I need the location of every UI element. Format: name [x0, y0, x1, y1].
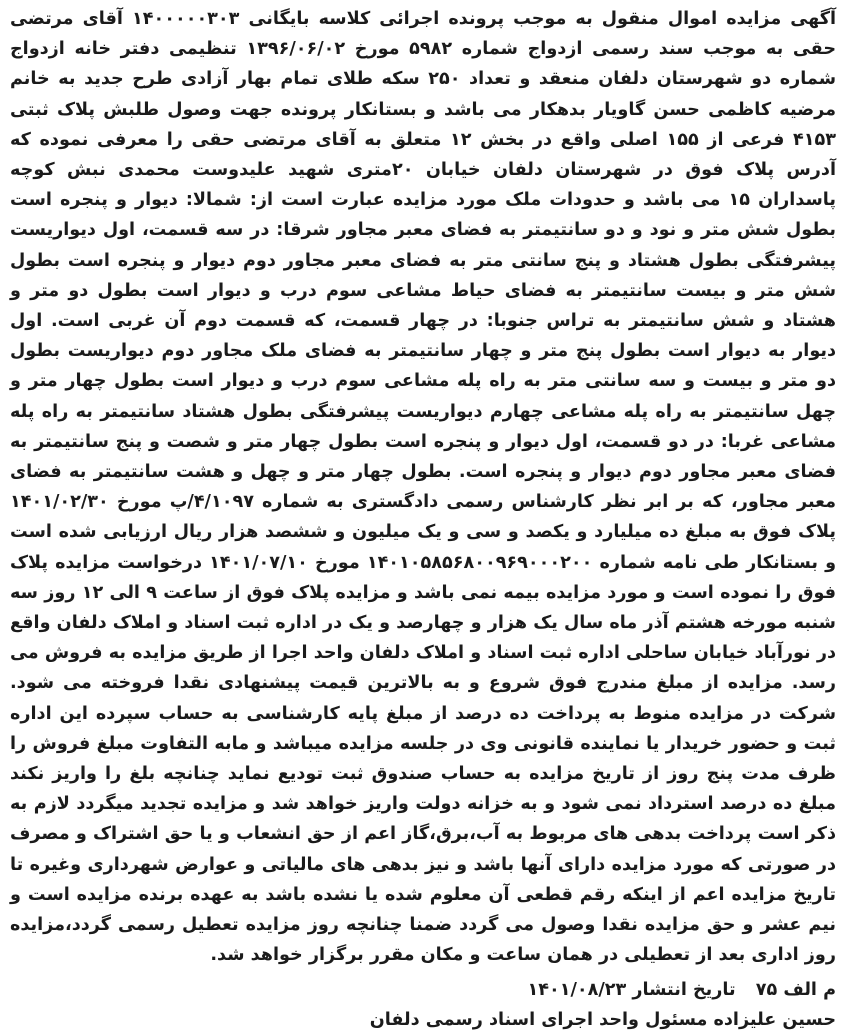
- notice-meta-line: [10, 975, 836, 1005]
- auction-notice: [10, 4, 837, 1030]
- publish-date: تاریخ انتشار ۱۴۰۱/۰۸/۲۳: [527, 979, 736, 1000]
- notice-code: م الف ۷۵: [755, 979, 836, 1000]
- notice-footer: [10, 975, 836, 1035]
- notice-body: آگهی مزایده اموال منقول به موجب پرونده اجرائی کلاسه بایگانی ۱۴۰۰۰۰۰۳۰۳ آقای مرتضی حقی به موجب سند رسمی ازدواج شماره ۵۹۸۲ مورخ ۱۳۹۶/۰۶/۰۲ تنظیمی دفتر خانه ازدواج شماره دو شهرستان دلفان منعقد و تعداد ۲۵۰ سکه طلای تمام بهار آزادی طرح جدید به خانم مرضیه کاظمی حسن گاویار بدهکار می باشد و بستانکار پرونده جهت وصول طلبش پلاک ثبتی ۴۱۵۳ فرعی از ۱۵۵ اصلی واقع در بخش ۱۲ متعلق به آقای مرتضی حقی را معرفی نموده که آدرس پلاک فوق در شهرستان دلفان خیابان ۲۰متری شهید علیدوست محمدی نبش کوچه پاسداران ۱۵ می باشد و حدودات ملک مورد مزایده عبارت است از: شمالا: دیوار و پنجره است بطول شش متر و نود و دو سانتیمتر به فضای معبر مجاور شرقا: در سه قسمت، اول دیواریست پیشرفتگی بطول هشتاد و پنج سانتی متر به فضای معبر مجاور دوم دیوار و پنجره است بطول شش متر و بیست سانتیمتر به فضای حیاط مشاعی سوم درب و دیوار است بطول دو متر و هشتاد و شش سانتیمتر به تراس جنوبا: در چهار قسمت، که قسمت دوم آن غربی است. اول دیوار به دیوار است بطول پنج متر و چهار سانتیمتر به فضای ملک مجاور دوم دیواریست بطول دو متر و بیست و سه سانتی متر به راه پله مشاعی سوم درب و دیوار است بطول چهار متر و چهل سانتیمتر به راه پله مشاعی چهارم دیواریست پیشرفتگی بطول هشتاد سانتیمتر به راه پله مشاعی غربا: در دو قسمت، اول دیوار و پنجره است بطول چهار متر و شصت و پنج سانتیمتر به فضای معبر مجاور دوم دیوار و پنجره است. بطول چهار متر و چهل و هشت سانتیمتر به فضای معبر مجاور، که بر ابر نظر کارشناس رسمی دادگستری به شماره ۴/۱۰۹۷/پ مورخ ۱۴۰۱/۰۲/۳۰ پلاک فوق به مبلغ ده میلیارد و یکصد و سی و یک میلیون و ششصد هزار ریال ارزیابی شده است و بستانکار طی نامه شماره ۱۴۰۱۰۵۸۵۶۸۰۰۹۶۹۰۰۰۲۰۰ مورخ ۱۴۰۱/۰۷/۱۰ درخواست مزایده پلاک فوق را نموده است و مورد مزایده بیمه نمی باشد و مزایده پلاک فوق از ساعت ۹ الی ۱۲ روز سه شنبه مورخه هشتم آذر ماه سال یک هزار و چهارصد و یک در اداره ثبت اسناد و املاک دلفان واقع در نورآباد خیابان ساحلی اداره ثبت اسناد و املاک دلفان واحد اجرا از طریق مزایده به فروش می رسد. مزایده از مبلغ مندرج فوق شروع و به بالاترین قیمت پیشنهادی نقدا فروخته می شود. شرکت در مزایده منوط به پرداخت ده درصد از مبلغ پایه کارشناسی به حساب سپرده این اداره ثبت و حضور خریدار یا نماینده قانونی وی در جلسه مزایده میباشد و مابه التفاوت مبلغ فروش را ظرف مدت پنج روز از تاریخ مزایده به حساب صندوق ثبت تودیع نماید چنانچه بلغ را واریز نکند مبلغ ده درصد استرداد نمی شود و به خزانه دولت واریز خواهد شد و مزایده تجدید میگردد لازم به ذکر است پرداخت بدهی های مربوط به آب،برق،گاز اعم از حق انشعاب و یا حق اشتراک و مصرف در صورتی که مورد مزایده دارای آنها باشد و نیز بدهی های مالیاتی و عوارض شهرداری وغیره تا تاریخ مزایده اعم از اینکه رقم قطعی آن معلوم شده یا نشده باشد به عهده برنده مزایده است و نیم عشر و حق مزایده نقدا وصول می گردد ضمنا چنانچه روز مزایده تعطیل رسمی گردد،مزایده روز اداری بعد از تعطیلی در همان ساعت و مکان مقرر برگزار خواهد شد.: [10, 9, 837, 966]
- signature-line: حسین علیزاده مسئول واحد اجرای اسناد رسمی دلفان: [369, 1009, 836, 1030]
